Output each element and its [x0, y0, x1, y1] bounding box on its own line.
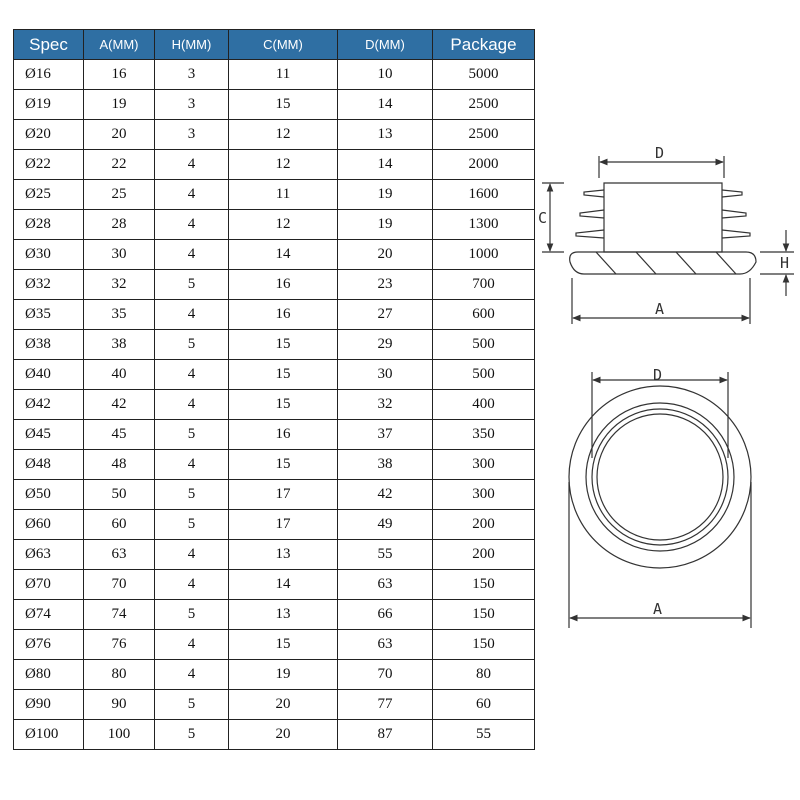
cell-a-mm: 19	[84, 90, 155, 120]
left-ribs	[576, 190, 604, 238]
table-row	[14, 270, 535, 300]
cell-h-mm: 4	[155, 300, 229, 330]
table-row	[14, 60, 535, 90]
cell-spec: Ø63	[14, 540, 84, 570]
table-row	[14, 180, 535, 210]
cell-package: 55	[433, 720, 535, 750]
header-a: A(MM)	[84, 30, 155, 60]
cell-spec: Ø22	[14, 150, 84, 180]
cell-d-mm: 63	[338, 630, 433, 660]
cell-c-mm: 14	[229, 570, 338, 600]
cell-c-mm: 13	[229, 540, 338, 570]
cell-d-mm: 20	[338, 240, 433, 270]
cell-spec: Ø45	[14, 420, 84, 450]
cell-a-mm: 16	[84, 60, 155, 90]
flange-hatch	[596, 252, 736, 274]
cell-c-mm: 11	[229, 60, 338, 90]
cell-a-mm: 30	[84, 240, 155, 270]
cell-d-mm: 63	[338, 570, 433, 600]
table-row	[14, 630, 535, 660]
cell-spec: Ø74	[14, 600, 84, 630]
cell-h-mm: 5	[155, 510, 229, 540]
cell-spec: Ø76	[14, 630, 84, 660]
cell-a-mm: 20	[84, 120, 155, 150]
cell-package: 150	[433, 570, 535, 600]
cell-c-mm: 20	[229, 690, 338, 720]
cell-d-mm: 19	[338, 180, 433, 210]
cell-package: 600	[433, 300, 535, 330]
cell-c-mm: 14	[229, 240, 338, 270]
cell-h-mm: 4	[155, 210, 229, 240]
body-outer-circle	[592, 409, 728, 545]
cell-h-mm: 3	[155, 120, 229, 150]
top-label-d: D	[653, 366, 663, 384]
cell-a-mm: 60	[84, 510, 155, 540]
cell-d-mm: 13	[338, 120, 433, 150]
cell-h-mm: 5	[155, 600, 229, 630]
cell-c-mm: 12	[229, 210, 338, 240]
cell-c-mm: 15	[229, 630, 338, 660]
cell-d-mm: 30	[338, 360, 433, 390]
cell-spec: Ø30	[14, 240, 84, 270]
table-row	[14, 300, 535, 330]
cell-spec: Ø100	[14, 720, 84, 750]
cell-d-mm: 37	[338, 420, 433, 450]
cell-d-mm: 10	[338, 60, 433, 90]
cell-package: 300	[433, 450, 535, 480]
cell-c-mm: 20	[229, 720, 338, 750]
cell-h-mm: 5	[155, 420, 229, 450]
cell-spec: Ø42	[14, 390, 84, 420]
body-inner-circle	[597, 414, 723, 540]
table-row	[14, 600, 535, 630]
cell-d-mm: 23	[338, 270, 433, 300]
table-row	[14, 210, 535, 240]
cell-c-mm: 19	[229, 660, 338, 690]
header-d: D(MM)	[338, 30, 433, 60]
cell-h-mm: 4	[155, 360, 229, 390]
cell-d-mm: 42	[338, 480, 433, 510]
cell-a-mm: 25	[84, 180, 155, 210]
cell-h-mm: 4	[155, 450, 229, 480]
table-row	[14, 390, 535, 420]
cell-spec: Ø28	[14, 210, 84, 240]
cell-h-mm: 3	[155, 90, 229, 120]
table-row	[14, 540, 535, 570]
cell-package: 5000	[433, 60, 535, 90]
side-label-c: C	[538, 209, 548, 227]
cell-a-mm: 48	[84, 450, 155, 480]
cell-h-mm: 5	[155, 270, 229, 300]
table-row	[14, 450, 535, 480]
cell-h-mm: 5	[155, 690, 229, 720]
cell-spec: Ø60	[14, 510, 84, 540]
cell-c-mm: 13	[229, 600, 338, 630]
cell-h-mm: 4	[155, 150, 229, 180]
cell-spec: Ø48	[14, 450, 84, 480]
side-label-h: H	[780, 254, 790, 272]
cell-package: 200	[433, 540, 535, 570]
spec-table	[13, 29, 535, 750]
cell-c-mm: 15	[229, 450, 338, 480]
cell-h-mm: 5	[155, 480, 229, 510]
cell-a-mm: 45	[84, 420, 155, 450]
cell-spec: Ø20	[14, 120, 84, 150]
cell-d-mm: 70	[338, 660, 433, 690]
cell-h-mm: 4	[155, 570, 229, 600]
cell-package: 80	[433, 660, 535, 690]
cell-a-mm: 28	[84, 210, 155, 240]
cell-d-mm: 19	[338, 210, 433, 240]
cell-package: 350	[433, 420, 535, 450]
cell-h-mm: 4	[155, 630, 229, 660]
cell-h-mm: 4	[155, 240, 229, 270]
side-label-d: D	[655, 144, 665, 162]
cell-package: 2500	[433, 120, 535, 150]
table-row	[14, 90, 535, 120]
cell-package: 500	[433, 360, 535, 390]
table-row	[14, 240, 535, 270]
cell-d-mm: 49	[338, 510, 433, 540]
cell-spec: Ø40	[14, 360, 84, 390]
cell-c-mm: 12	[229, 120, 338, 150]
table-row	[14, 480, 535, 510]
cell-d-mm: 77	[338, 690, 433, 720]
cell-package: 300	[433, 480, 535, 510]
cell-c-mm: 16	[229, 270, 338, 300]
cell-spec: Ø80	[14, 660, 84, 690]
cell-package: 1000	[433, 240, 535, 270]
top-view-drawing	[569, 372, 751, 628]
top-label-a: A	[653, 600, 663, 618]
cell-d-mm: 27	[338, 300, 433, 330]
technical-drawings	[536, 140, 796, 640]
cell-package: 500	[433, 330, 535, 360]
cell-c-mm: 17	[229, 510, 338, 540]
cell-a-mm: 50	[84, 480, 155, 510]
table-row	[14, 330, 535, 360]
cell-package: 150	[433, 600, 535, 630]
cell-a-mm: 38	[84, 330, 155, 360]
outer-ring-inner-edge	[586, 403, 734, 551]
cell-d-mm: 38	[338, 450, 433, 480]
cell-package: 700	[433, 270, 535, 300]
cell-a-mm: 74	[84, 600, 155, 630]
cell-c-mm: 17	[229, 480, 338, 510]
cell-a-mm: 40	[84, 360, 155, 390]
table-row	[14, 690, 535, 720]
cell-h-mm: 5	[155, 330, 229, 360]
table-row	[14, 660, 535, 690]
cell-d-mm: 14	[338, 90, 433, 120]
table-row	[14, 420, 535, 450]
header-c: C(MM)	[229, 30, 338, 60]
cell-d-mm: 29	[338, 330, 433, 360]
cell-d-mm: 66	[338, 600, 433, 630]
cell-h-mm: 4	[155, 660, 229, 690]
right-ribs	[722, 190, 750, 238]
cell-spec: Ø32	[14, 270, 84, 300]
cell-spec: Ø90	[14, 690, 84, 720]
cell-a-mm: 76	[84, 630, 155, 660]
side-label-a: A	[655, 300, 665, 318]
cell-package: 2500	[433, 90, 535, 120]
cell-package: 2000	[433, 150, 535, 180]
table-body	[14, 60, 535, 750]
header-row	[14, 30, 535, 60]
cell-package: 200	[433, 510, 535, 540]
cell-package: 1300	[433, 210, 535, 240]
cell-spec: Ø50	[14, 480, 84, 510]
side-view-drawing	[542, 156, 794, 324]
cell-spec: Ø25	[14, 180, 84, 210]
cell-d-mm: 14	[338, 150, 433, 180]
cell-h-mm: 4	[155, 390, 229, 420]
cell-d-mm: 87	[338, 720, 433, 750]
cell-a-mm: 22	[84, 150, 155, 180]
cell-c-mm: 15	[229, 90, 338, 120]
cell-package: 60	[433, 690, 535, 720]
cell-a-mm: 80	[84, 660, 155, 690]
cell-spec: Ø35	[14, 300, 84, 330]
cell-a-mm: 42	[84, 390, 155, 420]
cell-spec: Ø70	[14, 570, 84, 600]
outer-ring	[569, 386, 751, 568]
cell-a-mm: 32	[84, 270, 155, 300]
plug-body	[604, 183, 722, 252]
table-row	[14, 120, 535, 150]
cell-c-mm: 11	[229, 180, 338, 210]
cell-h-mm: 5	[155, 720, 229, 750]
header-package: Package	[433, 30, 535, 60]
cell-h-mm: 4	[155, 540, 229, 570]
cell-spec: Ø16	[14, 60, 84, 90]
header-spec: Spec	[14, 30, 84, 60]
cell-c-mm: 16	[229, 300, 338, 330]
cell-package: 150	[433, 630, 535, 660]
cell-a-mm: 100	[84, 720, 155, 750]
cell-spec: Ø38	[14, 330, 84, 360]
table-row	[14, 360, 535, 390]
cell-c-mm: 16	[229, 420, 338, 450]
header-h: H(MM)	[155, 30, 229, 60]
cell-a-mm: 90	[84, 690, 155, 720]
cell-d-mm: 55	[338, 540, 433, 570]
cell-a-mm: 63	[84, 540, 155, 570]
cell-a-mm: 70	[84, 570, 155, 600]
cell-c-mm: 15	[229, 330, 338, 360]
cell-h-mm: 3	[155, 60, 229, 90]
cell-d-mm: 32	[338, 390, 433, 420]
cell-a-mm: 35	[84, 300, 155, 330]
cell-package: 1600	[433, 180, 535, 210]
table-header	[14, 30, 535, 60]
cell-c-mm: 15	[229, 360, 338, 390]
cell-c-mm: 15	[229, 390, 338, 420]
table-row	[14, 510, 535, 540]
cell-h-mm: 4	[155, 180, 229, 210]
table-row	[14, 150, 535, 180]
table-row	[14, 570, 535, 600]
table-row	[14, 720, 535, 750]
cell-package: 400	[433, 390, 535, 420]
cell-spec: Ø19	[14, 90, 84, 120]
flange	[570, 252, 756, 274]
cell-c-mm: 12	[229, 150, 338, 180]
